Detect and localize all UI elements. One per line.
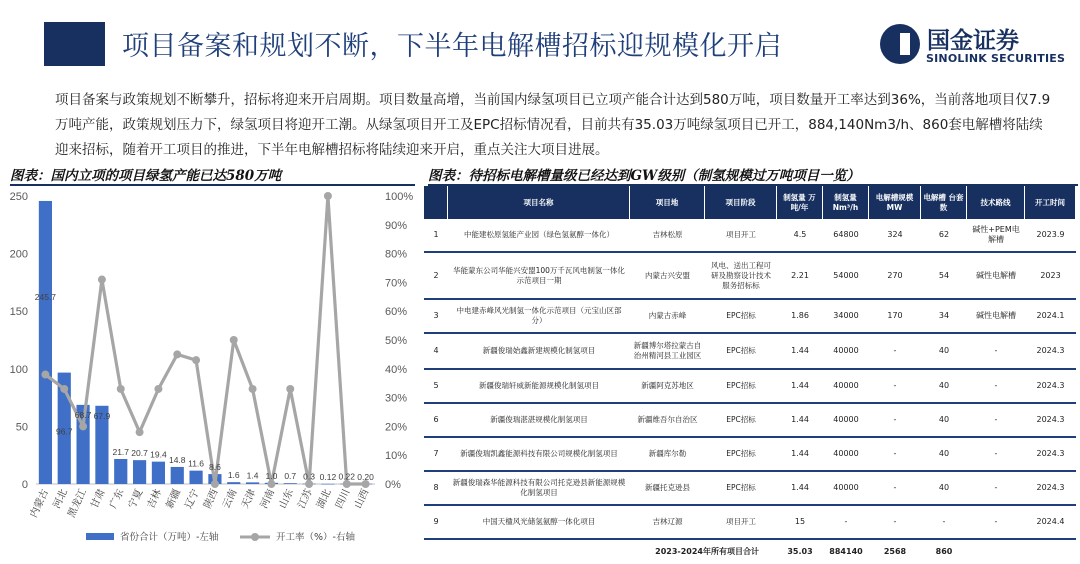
table-row: [424, 219, 1076, 253]
cell-stage: EPC招标: [705, 300, 777, 334]
x-tick-label: 云南: [221, 487, 240, 511]
legend-bar-label: 省份合计（万吨）-左轴: [120, 532, 219, 543]
bar-value-label: 0.12: [319, 471, 337, 482]
header-stage: 项目阶段: [705, 186, 777, 219]
bar-value-label: 1.4: [246, 470, 259, 481]
cell-electrolyzer-sets: 40: [921, 404, 967, 438]
cell-capacity-tons: 15: [777, 506, 823, 540]
cell-location: 新疆维吾尔自治区: [630, 404, 705, 438]
cell-location: 吉林松原: [630, 219, 705, 253]
cell-capacity-tons: 1.44: [777, 370, 823, 404]
y-left-tick-label: 150: [9, 306, 28, 319]
cell-stage: 项目开工: [705, 506, 777, 540]
x-tick-label: 河南: [258, 487, 278, 511]
left-figure-caption: 图表：国内立项的项目绿氢产能已达580万吨: [10, 168, 282, 184]
cell-location: 内蒙古赤峰: [630, 300, 705, 334]
cell-project-name: 新疆俊瑞始鑫新建规模化制氢项目: [448, 334, 630, 370]
cell-start-date: 2024.3: [1025, 438, 1076, 472]
y-right-tick-label: 80%: [385, 248, 408, 261]
cell-technology: 碱性电解槽: [967, 253, 1025, 300]
x-tick-label: 辽宁: [183, 487, 202, 511]
cell-electrolyzer-sets: 40: [921, 438, 967, 472]
line-point: [136, 428, 144, 436]
bar: [227, 482, 240, 484]
cell-electrolyzer-mw: 324: [869, 219, 921, 253]
total-label: 2023-2024年所有项目合计: [655, 547, 759, 556]
electrolyzer-projects-table: [424, 186, 1076, 564]
cell-capacity-nm3: 40000: [823, 334, 869, 370]
x-tick-label: 河北: [51, 487, 70, 511]
line-point: [60, 385, 68, 393]
bar-value-label: 0.22: [338, 471, 356, 482]
x-tick-label: 陕西: [202, 487, 221, 511]
table-row: [424, 334, 1076, 370]
y-right-tick-label: 10%: [385, 450, 408, 463]
legend-line-label: 开工率（%）-右轴: [276, 532, 355, 543]
cell-electrolyzer-mw: -: [869, 438, 921, 472]
bar-value-label: 0.20: [357, 471, 374, 482]
bar-value-label: 8.6: [209, 462, 221, 473]
cell-electrolyzer-sets: -: [921, 506, 967, 540]
line-series: [45, 196, 365, 484]
y-right-tick-label: 50%: [385, 335, 408, 347]
line-point: [267, 480, 275, 488]
bar-value-label: 0.3: [303, 471, 315, 482]
cell-capacity-tons: 1.44: [777, 334, 823, 370]
bar: [152, 462, 165, 484]
cell-capacity-tons: 4.5: [777, 219, 823, 253]
bar-value-label: 11.6: [188, 458, 205, 469]
x-tick-label: 四川: [334, 487, 353, 511]
cell-start-date: 2023: [1025, 253, 1076, 300]
bar-value-label: 1.0: [265, 470, 278, 481]
cell-index: 5: [424, 370, 448, 404]
cell-stage: EPC招标: [705, 472, 777, 506]
bar-value-label: 96.7: [55, 426, 73, 437]
bar: [39, 201, 52, 484]
cell-electrolyzer-mw: -: [869, 334, 921, 370]
legend-bar-swatch: [86, 533, 114, 540]
line-point: [41, 371, 49, 379]
bar: [321, 484, 334, 485]
x-tick-label: 湖北: [315, 487, 334, 511]
cell-index: 4: [424, 334, 448, 370]
y-right-tick-label: 0%: [385, 479, 401, 491]
cell-project-name: 新疆俊瑞湛湛规模化制氢项目: [448, 404, 630, 438]
bar-value-label: 1.6: [227, 470, 240, 481]
bar-value-label: 0.7: [284, 471, 297, 482]
table-row: [424, 506, 1076, 540]
y-right-tick-label: 40%: [385, 363, 408, 376]
cell-capacity-tons: 1.44: [777, 472, 823, 506]
total-mw: 2568: [883, 547, 907, 556]
line-point: [173, 350, 181, 358]
cell-capacity-nm3: -: [823, 506, 869, 540]
legend-line-marker: [251, 533, 259, 541]
cell-stage: EPC招标: [705, 370, 777, 404]
cell-stage: 风电、送出工程可研及勘察设计技术服务招标标: [705, 253, 777, 300]
cell-electrolyzer-mw: 170: [869, 300, 921, 334]
cell-start-date: 2024.3: [1025, 370, 1076, 404]
bar: [189, 471, 202, 484]
cell-stage: EPC招标: [705, 404, 777, 438]
cell-location: 吉林辽源: [630, 506, 705, 540]
line-point: [324, 192, 332, 200]
y-right-tick-label: 100%: [385, 191, 414, 203]
y-left-tick-label: 100: [9, 363, 28, 376]
bar-value-label: 14.8: [168, 454, 186, 465]
cell-start-date: 2024.3: [1025, 472, 1076, 506]
bar: [284, 483, 297, 484]
cell-project-name: 新疆俊瑞凯鑫能源科技有限公司规模化制氢项目: [448, 438, 630, 472]
y-right-tick-label: 70%: [385, 277, 408, 290]
hydrogen-capacity-chart: [0, 186, 420, 555]
cell-technology: -: [967, 370, 1025, 404]
right-figure-caption: 图表：待招标电解槽量级已经达到GW级别（制氢规模过万吨项目一览）: [428, 168, 860, 184]
x-tick-label: 黑龙江: [66, 487, 89, 520]
cell-project-name: 中能建松原氢能产业园（绿色氢氨醇一体化）: [448, 219, 630, 253]
cell-index: 7: [424, 438, 448, 472]
bar: [133, 460, 146, 484]
cell-capacity-tons: 2.21: [777, 253, 823, 300]
line-point: [117, 385, 125, 393]
cell-electrolyzer-mw: -: [869, 370, 921, 404]
summary-paragraph: 项目备案与政策规划不断攀升，招标将迎来开启周期。项目数量高增，当前国内绿氢项目已立项产能合计达到580万吨，项目数量开工率达到36%，当前落地项目仅7.9万吨产能，政策规划压力下，绿氢项目将迎开工潮。从绿氢项目开工及EPC招标情况看，目前共有35.03万吨绿氢项目已开工，884,140Nm3/h、860套电解槽将陆续迎来招标，随着开工项目的推进，下半年电解槽招标将陆续迎来开启，重点关注大项目进展。: [55, 92, 1051, 158]
x-tick-label: 宁夏: [126, 487, 146, 511]
logo-icon: [880, 24, 920, 64]
x-tick-label: 山西: [352, 487, 372, 511]
cell-technology: -: [967, 438, 1025, 472]
y-left-tick-label: 250: [9, 191, 28, 203]
company-logo: [880, 22, 1070, 70]
x-tick-label: 天津: [239, 487, 259, 511]
header-technology: 技术路线: [967, 186, 1025, 219]
table-header-row: [424, 186, 1076, 219]
y-right-tick-label: 30%: [385, 392, 408, 405]
cell-start-date: 2023.9: [1025, 219, 1076, 253]
bar: [246, 482, 259, 484]
line-point: [286, 385, 294, 393]
cell-capacity-tons: 1.86: [777, 300, 823, 334]
y-right-tick-label: 20%: [385, 421, 408, 434]
bar-value-label: 21.7: [112, 447, 130, 458]
total-tons: 35.03: [787, 547, 813, 556]
cell-location: 新疆库尔勒: [630, 438, 705, 472]
cell-index: 2: [424, 253, 448, 300]
header-electrolyzer-mw: 电解槽规模 MW: [869, 186, 921, 219]
bar-value-label: 20.7: [131, 448, 148, 459]
cell-capacity-nm3: 54000: [823, 253, 869, 300]
line-point: [249, 385, 257, 393]
line-point: [79, 422, 87, 430]
cell-index: 1: [424, 219, 448, 253]
cell-project-name: 新疆俊瑞森华能源科技有限公司托克逊县新能源规模化制氢项目: [448, 472, 630, 506]
cell-electrolyzer-mw: -: [869, 404, 921, 438]
table-total-row: [424, 540, 1076, 564]
x-tick-label: 吉林: [145, 487, 165, 511]
cell-capacity-nm3: 64800: [823, 219, 869, 253]
cell-project-name: 中电建赤峰风光制氢一体化示范项目（元宝山区部分）: [448, 300, 630, 334]
cell-index: 6: [424, 404, 448, 438]
bar-value-label: 245.7: [34, 291, 57, 302]
cell-stage: EPC招标: [705, 438, 777, 472]
bar-value-label: 67.9: [93, 410, 111, 421]
cell-electrolyzer-mw: 270: [869, 253, 921, 300]
cell-capacity-nm3: 40000: [823, 438, 869, 472]
bar: [171, 467, 184, 484]
cell-project-name: 华能蒙东公司华能兴安盟100万千瓦风电制氢一体化示范项目一期: [448, 253, 630, 300]
table-row: [424, 472, 1076, 506]
cell-stage: EPC招标: [705, 334, 777, 370]
bar: [114, 459, 127, 484]
cell-start-date: 2024.1: [1025, 300, 1076, 334]
cell-electrolyzer-mw: -: [869, 506, 921, 540]
total-nm3: 884140: [829, 547, 863, 556]
logo-chinese-name: 国金证券: [927, 28, 1019, 54]
line-point: [154, 385, 162, 393]
cell-electrolyzer-sets: 40: [921, 472, 967, 506]
total-sets: 860: [935, 547, 953, 556]
cell-technology: 碱性+PEM电解槽: [967, 219, 1025, 253]
x-tick-label: 山东: [277, 487, 296, 511]
header-location: 项目地: [630, 186, 705, 219]
cell-technology: -: [967, 334, 1025, 370]
cell-capacity-nm3: 40000: [823, 404, 869, 438]
cell-capacity-nm3: 40000: [823, 370, 869, 404]
line-point: [192, 356, 200, 364]
y-right-tick-label: 90%: [385, 219, 408, 232]
table-row: [424, 370, 1076, 404]
page-title: 项目备案和规划不断，下半年电解槽招标迎规模化开启: [122, 31, 782, 62]
cell-start-date: 2024.3: [1025, 334, 1076, 370]
cell-capacity-nm3: 40000: [823, 472, 869, 506]
x-tick-label: 江苏: [296, 487, 315, 511]
cell-electrolyzer-sets: 34: [921, 300, 967, 334]
header-start-date: 开工时间: [1025, 186, 1076, 219]
cell-index: 8: [424, 472, 448, 506]
header-index: [424, 186, 448, 219]
cell-start-date: 2024.4: [1025, 506, 1076, 540]
cell-index: 9: [424, 506, 448, 540]
cell-project-name: 新疆俊瑞轩威新能源规模化制氢项目: [448, 370, 630, 404]
x-tick-label: 广东: [108, 487, 127, 511]
cell-location: 新疆博尔塔拉蒙古自治州精河县工业园区: [630, 334, 705, 370]
line-point: [230, 336, 238, 344]
x-tick-label: 内蒙古: [28, 487, 52, 520]
cell-electrolyzer-sets: 62: [921, 219, 967, 253]
header-project-name: 项目名称: [448, 186, 630, 219]
cell-capacity-tons: 1.44: [777, 438, 823, 472]
cell-project-name: 中国天楹风光储氢氨醇一体化项目: [448, 506, 630, 540]
cell-index: 3: [424, 300, 448, 334]
cell-start-date: 2024.3: [1025, 404, 1076, 438]
x-tick-label: 甘肃: [89, 487, 108, 511]
cell-capacity-nm3: 34000: [823, 300, 869, 334]
cell-electrolyzer-mw: -: [869, 472, 921, 506]
electrolyzer-projects-table-wrap: [424, 186, 1080, 564]
cell-stage: 项目开工: [705, 219, 777, 253]
logo-english-name: SINOLINK SECURITIES: [926, 52, 1066, 65]
cell-location: 新疆托克逊县: [630, 472, 705, 506]
line-point: [98, 276, 106, 284]
header-electrolyzer-sets: 电解槽 台套数: [921, 186, 967, 219]
table-row: [424, 438, 1076, 472]
x-tick-label: 新疆: [164, 487, 183, 511]
y-left-tick-label: 200: [9, 248, 28, 261]
cell-technology: -: [967, 404, 1025, 438]
cell-technology: -: [967, 472, 1025, 506]
cell-location: 内蒙古兴安盟: [630, 253, 705, 300]
header-capacity-tons: 制氢量 万吨/年: [777, 186, 823, 219]
cell-location: 新疆阿克苏地区: [630, 370, 705, 404]
cell-electrolyzer-sets: 54: [921, 253, 967, 300]
total-technology: [967, 540, 1025, 564]
y-left-tick-label: 50: [15, 421, 28, 434]
cell-capacity-tons: 1.44: [777, 404, 823, 438]
cell-technology: -: [967, 506, 1025, 540]
total-start-date: [1025, 540, 1076, 564]
cell-electrolyzer-sets: 40: [921, 370, 967, 404]
y-right-tick-label: 60%: [385, 306, 408, 319]
line-point: [211, 480, 219, 488]
bar-value-label: 19.4: [150, 449, 167, 460]
table-row: [424, 404, 1076, 438]
y-left-tick-label: 0: [21, 479, 28, 491]
bar-value-label: 68.7: [74, 409, 92, 420]
title-accent-block: [44, 22, 105, 66]
cell-electrolyzer-sets: 40: [921, 334, 967, 370]
table-row: [424, 300, 1076, 334]
table-row: [424, 253, 1076, 300]
header-capacity-nm3: 制氢量 Nm³/h: [823, 186, 869, 219]
cell-technology: 碱性电解槽: [967, 300, 1025, 334]
